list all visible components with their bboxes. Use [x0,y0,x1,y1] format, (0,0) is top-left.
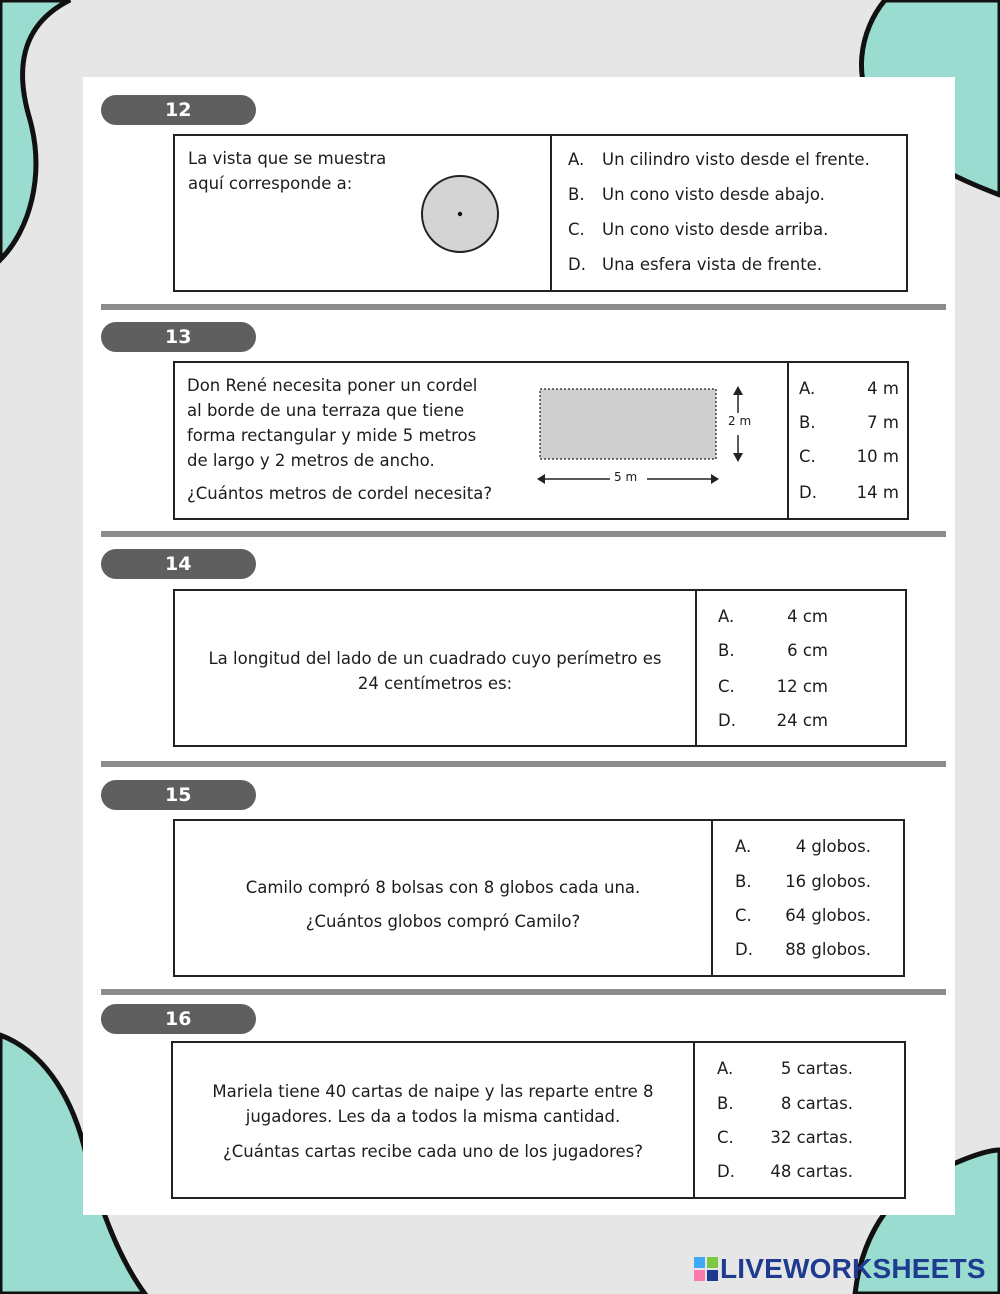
question-14-text [175,646,695,696]
option-16-b[interactable]: B. 8 cartas. [717,1094,853,1113]
section-divider [101,531,946,537]
question-16-text [173,1079,693,1164]
section-divider [101,304,946,310]
question-prompt: ¿Cuántos globos compró Camilo? [305,912,581,931]
text-line: La longitud del lado de un cuadrado cuyo perímetro es [208,649,662,668]
option-13-d[interactable]: D. 14 m [799,483,899,502]
option-14-c[interactable]: C. 12 cm [718,677,828,696]
question-number-15: 15 [101,780,256,810]
question-12-text [188,146,428,196]
text-line: 24 centímetros es: [357,674,513,693]
option-14-d[interactable]: D. 24 cm [718,711,828,730]
question-number-16: 16 [101,1004,256,1034]
question-number-14: 14 [101,549,256,579]
teal-blob-top-left [0,0,70,260]
option-12-b[interactable]: B. Un cono visto desde abajo. [568,185,825,204]
option-14-a[interactable]: A. 4 cm [718,607,828,626]
width-label: 5 m [614,470,638,484]
text-line: Camilo compró 8 bolsas con 8 globos cada una. [245,878,641,897]
option-13-a[interactable]: A. 4 m [799,379,899,398]
text-line: forma rectangular y mide 5 metros [187,426,477,445]
circle-top-view-figure [418,172,502,256]
option-15-c[interactable]: C. 64 globos. [735,906,871,925]
question-number-12: 12 [101,95,256,125]
question-prompt: ¿Cuántas cartas recibe cada uno de los jugadores? [223,1142,643,1161]
text-line: jugadores. Les da a todos la misma cantidad. [245,1107,621,1126]
option-12-c[interactable]: C. Un cono visto desde arriba. [568,220,829,239]
option-16-c[interactable]: C. 32 cartas. [717,1128,853,1147]
rectangle-terrace-diagram [535,383,767,495]
question-13-text [187,373,527,506]
section-divider [101,989,946,995]
option-12-a[interactable]: A. Un cilindro visto desde el frente. [568,150,870,169]
option-16-d[interactable]: D. 48 cartas. [717,1162,853,1181]
question-12-box [173,134,908,292]
option-15-d[interactable]: D. 88 globos. [735,940,871,959]
column-divider [695,591,697,745]
question-prompt: ¿Cuántos metros de cordel necesita? [187,484,493,503]
liveworksheets-logo [694,1253,986,1285]
text-line: aquí corresponde a: [188,174,353,193]
question-13-box [173,361,909,520]
question-16-box [171,1041,906,1199]
logo-grid-icon [694,1257,718,1281]
logo-text: LIVEWORKSHEETS [720,1253,986,1284]
column-divider [711,821,713,975]
option-16-a[interactable]: A. 5 cartas. [717,1059,853,1078]
option-15-b[interactable]: B. 16 globos. [735,872,871,891]
text-line: al borde de una terraza que tiene [187,401,465,420]
height-label: 2 m [728,414,752,428]
question-15-box [173,819,905,977]
option-15-a[interactable]: A. 4 globos. [735,837,871,856]
option-14-b[interactable]: B. 6 cm [718,641,828,660]
question-14-box [173,589,907,747]
text-line: de largo y 2 metros de ancho. [187,451,435,470]
text-line: La vista que se muestra [188,149,387,168]
question-15-text [175,871,711,939]
question-number-13: 13 [101,322,256,352]
worksheet-page [83,77,955,1215]
column-divider [693,1043,695,1197]
section-divider [101,761,946,767]
option-13-b[interactable]: B. 7 m [799,413,899,432]
column-divider [787,363,789,518]
text-line: Don René necesita poner un cordel [187,376,478,395]
option-12-d[interactable]: D. Una esfera vista de frente. [568,255,823,274]
text-line: Mariela tiene 40 cartas de naipe y las reparte entre 8 [212,1082,654,1101]
option-13-c[interactable]: C. 10 m [799,447,899,466]
column-divider [550,136,552,290]
